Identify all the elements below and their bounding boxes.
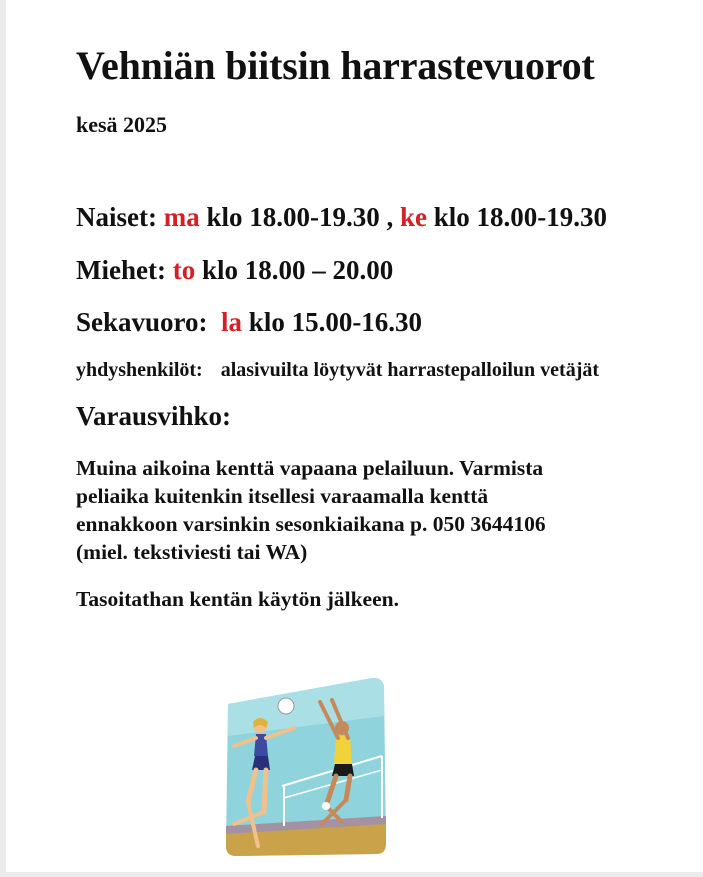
mixed-time: klo 15.00-16.30 [248,307,423,337]
beach-volleyball-clipart-icon [222,676,388,860]
booking-heading: Varausvihko: [76,401,232,431]
page-bottom-edge [0,872,703,877]
men-label: Miehet: [76,255,166,285]
mixed-label: Sekavuoro: [76,307,208,337]
season-subtitle: kesä 2025 [76,112,168,137]
leveling-note: Tasoitathan kentän käytön jälkeen. [76,587,399,611]
contacts-label: yhdyshenkilöt: [76,359,203,381]
page-title: Vehniän biitsin harrastevuorot [76,43,595,88]
booking-line: ennakkoon varsinkin sesonkiaikana p. 050 3644106 [76,512,546,536]
men-day: to [172,255,196,285]
women-label: Naiset: [76,202,157,232]
women-day-1: ma [163,202,200,232]
booking-paragraph [76,454,676,566]
booking-line: peliaika kuitenkin itsellesi varaamalla kenttä [76,484,489,508]
women-time-2: klo 18.00-19.30 [433,202,608,232]
mixed-day: la [221,307,243,337]
schedule-men [76,255,393,286]
booking-line: (miel. tekstiviesti tai WA) [76,540,308,564]
booking-line: Muina aikoina kenttä vapaana pelailuun. Varmista [76,456,544,480]
contacts-text: alasivuilta löytyvät harrastepalloilun vetäjät [220,359,600,381]
women-time-1: klo 18.00-19.30 , [206,202,394,232]
schedule-women [76,202,607,233]
women-day-2: ke [400,202,427,232]
contacts-line [76,359,599,382]
men-time: klo 18.00 – 20.00 [201,255,394,285]
schedule-mixed [76,307,422,338]
